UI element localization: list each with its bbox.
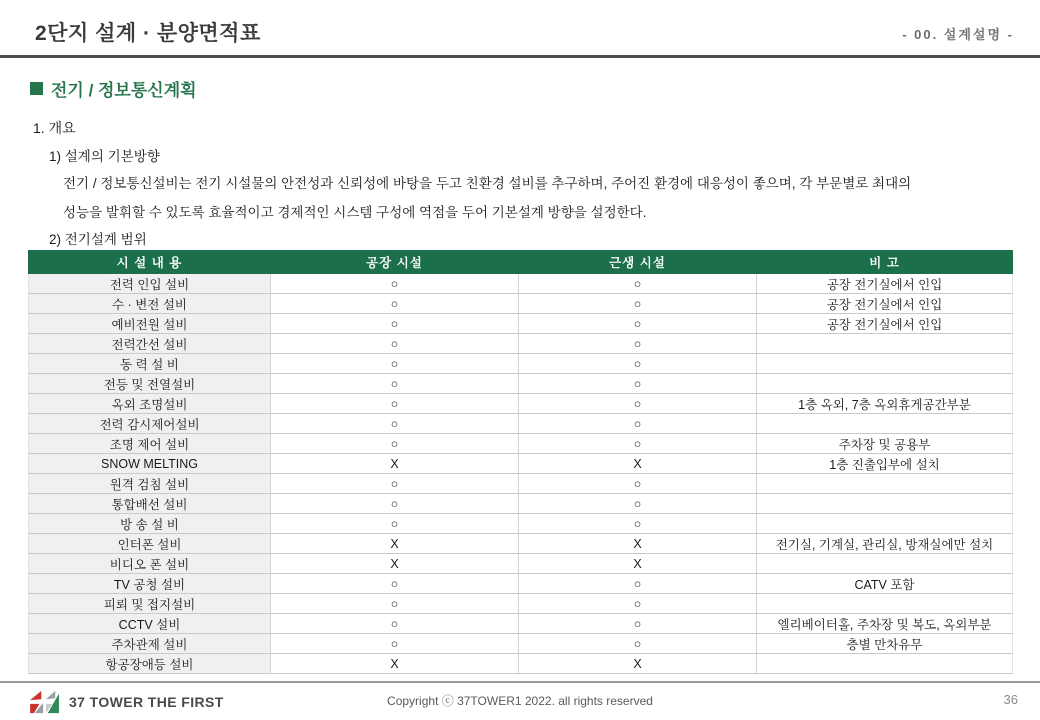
remark-cell: 엘리베이터홀, 주차장 및 복도, 옥외부분 [757, 614, 1013, 634]
factory-mark-cell: X [271, 454, 519, 474]
remark-cell [757, 654, 1013, 674]
facility-name-cell: 통합배선 설비 [29, 494, 271, 514]
footer-copyright: Copyright ⓒ 37TOWER1 2022. all rights reserved [387, 694, 653, 708]
remark-cell: 1층 진출입부에 설치 [757, 454, 1013, 474]
factory-mark-cell: ○ [271, 514, 519, 534]
neighborhood-mark-cell: ○ [519, 574, 757, 594]
factory-mark-cell: ○ [271, 314, 519, 334]
factory-mark-cell: ○ [271, 594, 519, 614]
footer-divider [0, 681, 1040, 683]
facility-name-cell: CCTV 설비 [29, 614, 271, 634]
factory-mark-cell: ○ [271, 294, 519, 314]
header-factory: 공장 시설 [271, 251, 519, 274]
header-divider [0, 55, 1040, 58]
table-row [29, 534, 1013, 554]
neighborhood-mark-cell: ○ [519, 394, 757, 414]
factory-mark-cell: ○ [271, 334, 519, 354]
facility-name-cell: 조명 제어 설비 [29, 434, 271, 454]
table-row [29, 574, 1013, 594]
facility-name-cell: 전력간선 설비 [29, 334, 271, 354]
overview-subheading-2: 2) 전기설계 범위 [49, 232, 147, 247]
factory-mark-cell: ○ [271, 574, 519, 594]
table-row [29, 314, 1013, 334]
remark-cell [757, 414, 1013, 434]
neighborhood-mark-cell: ○ [519, 294, 757, 314]
remark-cell [757, 554, 1013, 574]
remark-cell [757, 334, 1013, 354]
facility-table [28, 250, 1013, 674]
neighborhood-mark-cell: X [519, 554, 757, 574]
factory-mark-cell: ○ [271, 394, 519, 414]
remark-cell [757, 474, 1013, 494]
factory-mark-cell: ○ [271, 354, 519, 374]
remark-cell: 1층 옥외, 7층 옥외휴게공간부분 [757, 394, 1013, 414]
neighborhood-mark-cell: ○ [519, 374, 757, 394]
table-row [29, 614, 1013, 634]
facility-name-cell: 방 송 설 비 [29, 514, 271, 534]
factory-mark-cell: ○ [271, 374, 519, 394]
remark-cell [757, 354, 1013, 374]
table-row [29, 414, 1013, 434]
neighborhood-mark-cell: ○ [519, 274, 757, 294]
table-row [29, 554, 1013, 574]
remark-cell: 전기실, 기계실, 관리실, 방재실에만 설치 [757, 534, 1013, 554]
neighborhood-mark-cell: X [519, 534, 757, 554]
overview-heading: 1. 개요 [33, 120, 76, 136]
factory-mark-cell: ○ [271, 414, 519, 434]
factory-mark-cell: X [271, 534, 519, 554]
table-row [29, 474, 1013, 494]
neighborhood-mark-cell: ○ [519, 314, 757, 334]
facility-name-cell: 동 력 설 비 [29, 354, 271, 374]
remark-cell [757, 514, 1013, 534]
table-row [29, 334, 1013, 354]
facility-name-cell: TV 공청 설비 [29, 574, 271, 594]
facility-name-cell: 전력 감시제어설비 [29, 414, 271, 434]
page-number: 36 [1003, 692, 1018, 707]
remark-cell: 공장 전기실에서 인입 [757, 294, 1013, 314]
remark-cell: 주차장 및 공용부 [757, 434, 1013, 454]
remark-cell [757, 594, 1013, 614]
facility-table-container [28, 250, 1012, 674]
facility-name-cell: 전등 및 전열설비 [29, 374, 271, 394]
section-heading [30, 76, 197, 101]
table-row [29, 354, 1013, 374]
facility-name-cell: 전력 인입 설비 [29, 274, 271, 294]
table-row [29, 434, 1013, 454]
facility-table-body [29, 274, 1013, 674]
footer-logo-text: 37 TOWER THE FIRST [69, 694, 224, 710]
header-facility-name: 시 설 내 용 [29, 251, 271, 274]
neighborhood-mark-cell: ○ [519, 334, 757, 354]
table-row [29, 494, 1013, 514]
neighborhood-mark-cell: X [519, 654, 757, 674]
section-bullet-icon [30, 82, 43, 95]
factory-mark-cell: ○ [271, 494, 519, 514]
table-row [29, 594, 1013, 614]
remark-cell: 공장 전기실에서 인입 [757, 314, 1013, 334]
facility-name-cell: 비디오 폰 설비 [29, 554, 271, 574]
facility-name-cell: 항공장애등 설비 [29, 654, 271, 674]
table-row [29, 294, 1013, 314]
table-row [29, 634, 1013, 654]
neighborhood-mark-cell: ○ [519, 634, 757, 654]
factory-mark-cell: ○ [271, 274, 519, 294]
section-title: 전기 / 정보통신계획 [51, 81, 197, 100]
remark-cell: CATV 포함 [757, 574, 1013, 594]
header-remark: 비 고 [757, 251, 1013, 274]
remark-cell [757, 374, 1013, 394]
factory-mark-cell: X [271, 554, 519, 574]
neighborhood-mark-cell: X [519, 454, 757, 474]
facility-name-cell: 옥외 조명설비 [29, 394, 271, 414]
table-header-row [29, 251, 1013, 274]
header-neighborhood: 근생 시설 [519, 251, 757, 274]
factory-mark-cell: ○ [271, 614, 519, 634]
table-row [29, 454, 1013, 474]
factory-mark-cell: ○ [271, 434, 519, 454]
factory-mark-cell: X [271, 654, 519, 674]
facility-name-cell: 예비전원 설비 [29, 314, 271, 334]
overview-paragraph-line-2: 성능을 발휘할 수 있도록 효율적이고 경제적인 시스템 구성에 역점을 두어 기본설계 방향을 설정한다. [63, 205, 647, 220]
neighborhood-mark-cell: ○ [519, 614, 757, 634]
remark-cell [757, 494, 1013, 514]
overview-subheading-1: 1) 설계의 기본방향 [49, 149, 160, 164]
neighborhood-mark-cell: ○ [519, 494, 757, 514]
header-chapter-label: - 00. 설계설명 - [902, 27, 1014, 42]
neighborhood-mark-cell: ○ [519, 474, 757, 494]
page-title: 2단지 설계 · 분양면적표 [35, 22, 261, 45]
remark-cell: 층별 만차유무 [757, 634, 1013, 654]
facility-name-cell: 인터폰 설비 [29, 534, 271, 554]
facility-name-cell: SNOW MELTING [29, 454, 271, 474]
remark-cell: 공장 전기실에서 인입 [757, 274, 1013, 294]
facility-name-cell: 피뢰 및 접지설비 [29, 594, 271, 614]
neighborhood-mark-cell: ○ [519, 414, 757, 434]
facility-name-cell: 수 · 변전 설비 [29, 294, 271, 314]
neighborhood-mark-cell: ○ [519, 514, 757, 534]
table-row [29, 274, 1013, 294]
table-row [29, 374, 1013, 394]
table-row [29, 654, 1013, 674]
factory-mark-cell: ○ [271, 634, 519, 654]
table-row [29, 514, 1013, 534]
facility-name-cell: 주차관제 설비 [29, 634, 271, 654]
neighborhood-mark-cell: ○ [519, 354, 757, 374]
neighborhood-mark-cell: ○ [519, 434, 757, 454]
neighborhood-mark-cell: ○ [519, 594, 757, 614]
overview-paragraph-line-1: 전기 / 정보통신설비는 전기 시설물의 안전성과 신뢰성에 바탕을 두고 친환경 설비를 추구하며, 주어진 환경에 대응성이 좋으며, 각 부문별로 최대의 [63, 176, 912, 191]
table-row [29, 394, 1013, 414]
facility-name-cell: 원격 검침 설비 [29, 474, 271, 494]
factory-mark-cell: ○ [271, 474, 519, 494]
